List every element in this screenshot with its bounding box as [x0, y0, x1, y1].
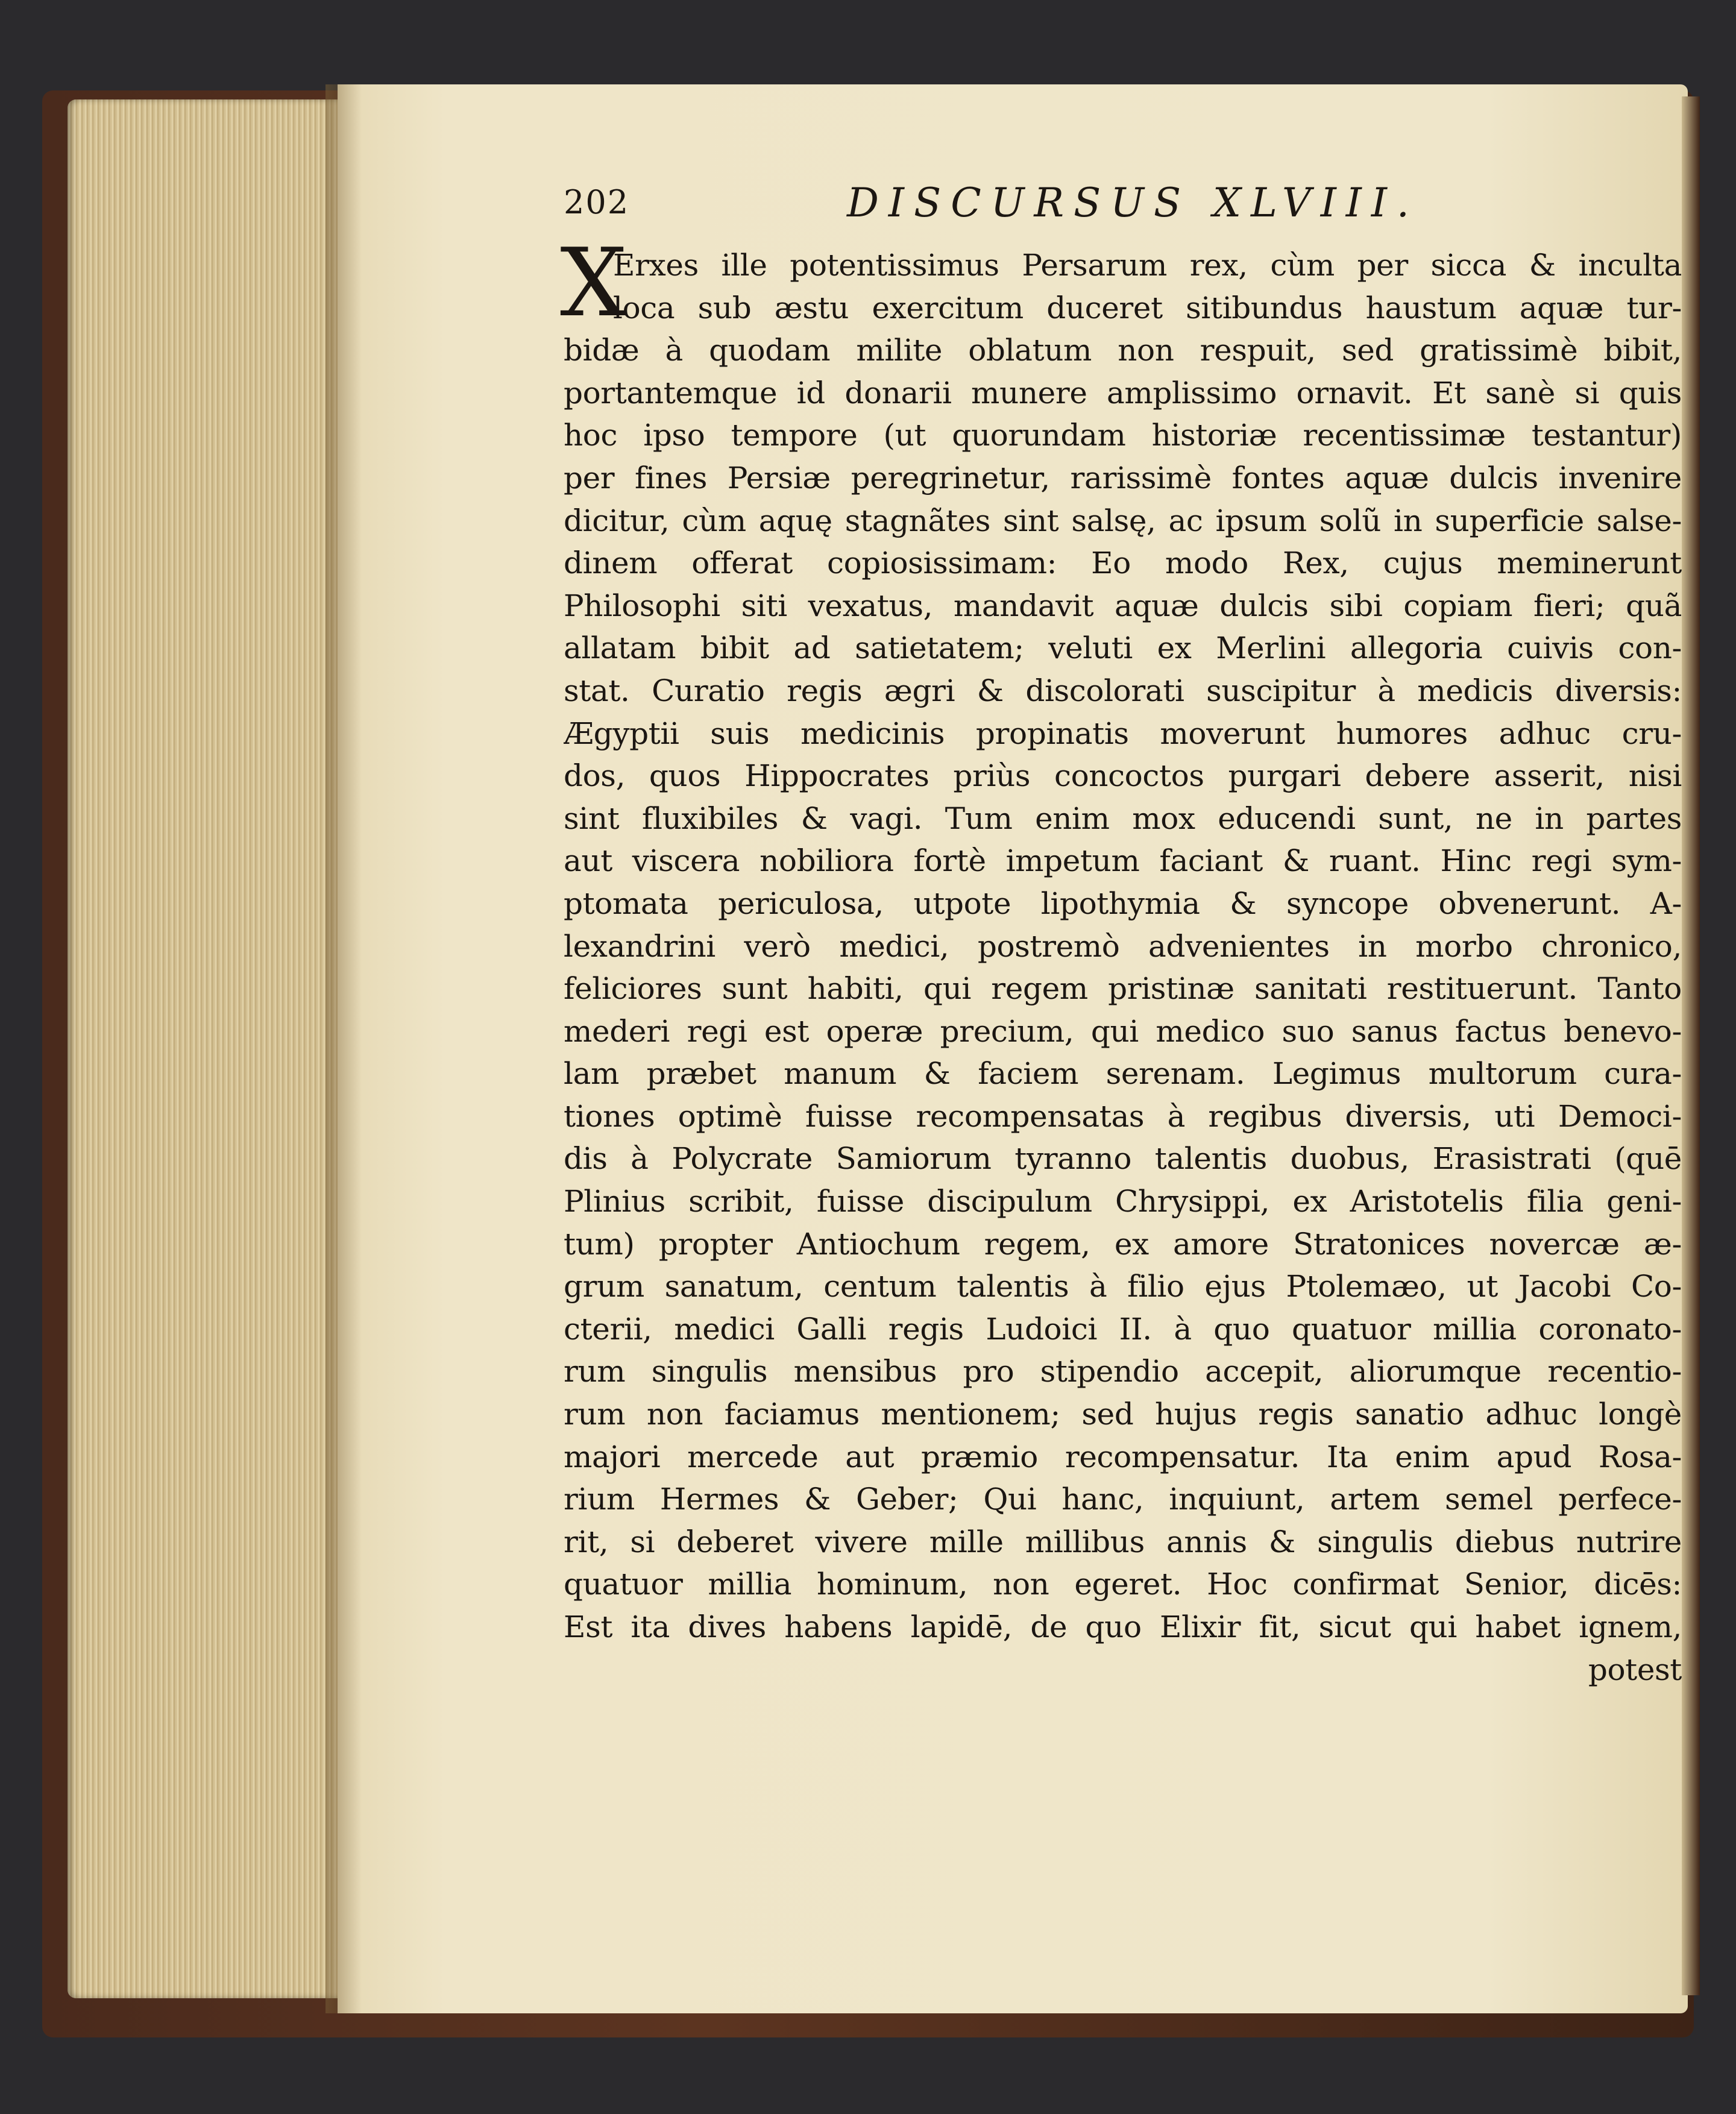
text-line: rum singulis mensibus pro stipendio accepit, aliorumque recentio-	[564, 1354, 1682, 1389]
text-line: lam præbet manum & faciem serenam. Legimus multorum cura-	[564, 1056, 1682, 1092]
running-head: DISCURSUS XLVIII.	[847, 180, 1419, 226]
text-line: bidæ à quodam milite oblatum non respuit, sed gratissimè bibit,	[564, 333, 1682, 368]
text-line: Plinius scribit, fuisse discipulum Chrysippi, ex Aristotelis filia geni-	[564, 1184, 1682, 1219]
text-line: dicitur, cùm aquę stagnãtes sint salsę, ac ipsum solũ in superficie salse-	[564, 503, 1682, 538]
text-line: Ægyptii suis medicinis propinatis moverunt humores adhuc cru-	[564, 716, 1682, 751]
page-gutter	[326, 84, 362, 2013]
text-line: portantemque id donarii munere amplissimo ornavit. Et sanè si quis	[564, 375, 1682, 411]
text-line: sint fluxibiles & vagi. Tum enim mox educendi sunt, ne in partes	[564, 801, 1682, 836]
text-line: mederi regi est operæ precium, qui medico suo sanus factus benevo-	[564, 1013, 1682, 1049]
text-line: cterii, medici Galli regis Ludoici II. à quo quatuor millia coronato-	[564, 1311, 1682, 1347]
text-line: Philosophi siti vexatus, mandavit aquæ dulcis sibi copiam fieri; quã	[564, 588, 1682, 623]
text-line: allatam bibit ad satietatem; veluti ex Merlini allegoria cuivis con-	[564, 631, 1682, 666]
text-line: rum non faciamus mentionem; sed hujus regis sanatio adhuc longè	[564, 1397, 1682, 1432]
page-right-edge	[1682, 96, 1700, 1995]
catchword: potest	[1588, 1652, 1682, 1687]
text-line: quatuor millia hominum, non egeret. Hoc confirmat Senior, dicēs:	[564, 1567, 1682, 1602]
text-line: rium Hermes & Geber; Qui hanc, inquiunt, artem semel perfece-	[564, 1482, 1682, 1517]
page-edges	[68, 99, 345, 1998]
text-line: stat. Curatio regis ægri & discolorati suscipitur à medicis diversis:	[564, 673, 1682, 708]
text-line: dis à Polycrate Samiorum tyranno talentis duobus, Erasistrati (quē	[564, 1141, 1682, 1177]
text-line: majori mercede aut præmio recompensatur. Ita enim apud Rosa-	[564, 1439, 1682, 1474]
text-line: dinem offerat copiosissimam: Eo modo Rex, cujus meminerunt	[564, 546, 1682, 581]
text-line: aut viscera nobiliora fortè impetum faciant & ruant. Hinc regi sym-	[564, 843, 1682, 879]
text-line: feliciores sunt habiti, qui regem pristinæ sanitati restituerunt. Tanto	[564, 971, 1682, 1007]
text-line: tiones optimè fuisse recompensatas à regibus diversis, uti Democi-	[564, 1098, 1682, 1134]
text-line: per fines Persiæ peregrinetur, rarissimè fontes aquæ dulcis invenire	[564, 460, 1682, 495]
text-line: hoc ipso tempore (ut quorundam historiæ recentissimæ testantur)	[564, 418, 1682, 453]
text-line: loca sub æstu exercitum duceret sitibundus haustum aquæ tur-	[613, 290, 1682, 326]
text-line: rit, si deberet vivere mille millibus annis & singulis diebus nutrire	[564, 1524, 1682, 1559]
text-line: lexandrini verò medici, postremò advenientes in morbo chronico,	[564, 928, 1682, 964]
text-line: tum) propter Antiochum regem, ex amore Stratonices novercæ æ-	[564, 1226, 1682, 1262]
page-header	[564, 180, 1456, 228]
text-line: Est ita dives habens lapidē, de quo Elixir fit, sicut qui habet ignem,	[564, 1609, 1682, 1644]
text-line: grum sanatum, centum talentis à filio ejus Ptolemæo, ut Jacobi Co-	[564, 1269, 1682, 1304]
body-text	[560, 228, 1682, 1691]
page-number: 202	[564, 183, 630, 221]
text-line: ptomata periculosa, utpote lipothymia & syncope obvenerunt. A-	[564, 886, 1682, 921]
text-line: dos, quos Hippocrates priùs concoctos purgari debere asserit, nisi	[564, 758, 1682, 794]
initial-letter: X	[560, 228, 627, 338]
text-line: Erxes ille potentissimus Persarum rex, cùm per sicca & inculta	[613, 248, 1682, 283]
